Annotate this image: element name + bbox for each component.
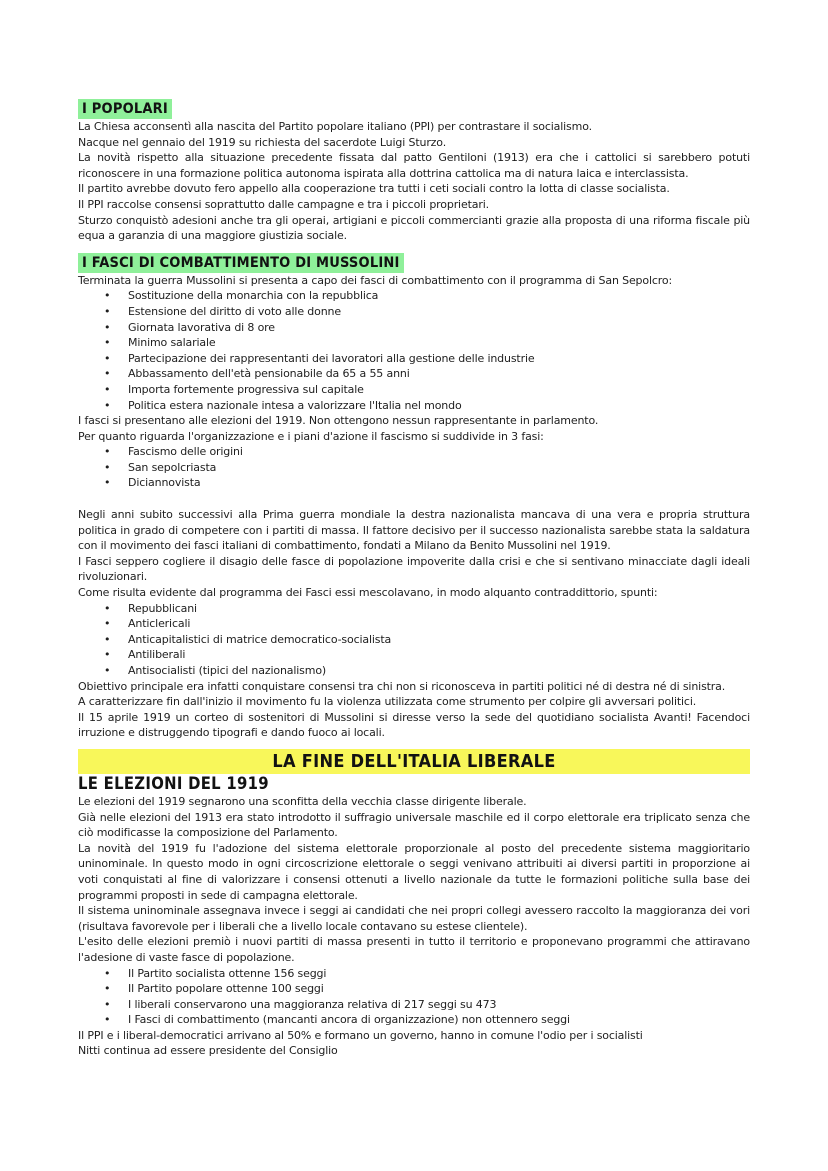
list-item: • Diciannovista — [128, 475, 750, 491]
list-item: • San sepolcriasta — [128, 460, 750, 476]
paragraph: A caratterizzare fin dall'inizio il movimento fu la violenza utilizzata come strumento per colpire gli avversari politici. — [78, 695, 697, 709]
paragraph: L'esito delle elezioni premiò i nuovi partiti di massa presenti in tutto il territorio e proponevano programmi che attiravano l'adesione di vaste fasce di popolazione. — [78, 935, 750, 964]
programma-list — [78, 288, 750, 413]
paragraph: Nitti continua ad essere presidente del Consiglio — [78, 1044, 338, 1058]
list-item: • I Fasci di combattimento (mancanti ancora di organizzazione) non ottennero seggi — [128, 1012, 750, 1028]
spacer — [78, 741, 750, 749]
paragraph: Il 15 aprile 1919 un corteo di sostenitori di Mussolini si diresse verso la sede del quotidiano socialista Avanti! Facendoci irruzione e distruggendo tipografi e dando fuoco ai locali. — [78, 710, 750, 740]
paragraph: La Chiesa acconsentì alla nascita del Partito popolare italiano (PPI) per contrastare il socialismo. — [78, 120, 592, 133]
section-title-popolari: I POPOLARI — [78, 99, 172, 119]
list-item: • Antisocialisti (tipici del nazionalismo) — [128, 663, 750, 679]
section-title-elezioni-1919: LE ELEZIONI DEL 1919 — [78, 773, 269, 793]
list-item: • Fascismo delle origini — [128, 444, 750, 460]
list-item: • Repubblicani — [128, 601, 750, 617]
list-item: • Abbassamento dell'età pensionabile da 65 a 55 anni — [128, 366, 750, 382]
fasi-list — [78, 444, 750, 491]
chapter-title-fine-italia-liberale: LA FINE DELL'ITALIA LIBERALE — [78, 749, 750, 774]
paragraph: Come risulta evidente dal programma dei Fasci essi mescolavano, in modo alquanto contraddittorio, spunti: — [78, 586, 658, 600]
list-item: • Minimo salariale — [128, 335, 750, 351]
paragraph: Già nelle elezioni del 1913 era stato introdotto il suffragio universale maschile ed il corpo elettorale era triplicato senza che ciò modificasse la composizione del Parlamento. — [78, 810, 750, 840]
paragraph: Il partito avrebbe dovuto fero appello alla cooperazione tra tutti i ceti sociali contro la lotta di classe socialista. — [78, 182, 670, 196]
paragraph: La novità del 1919 fu l'adozione del sistema elettorale proporzionale al posto del precedente sistema maggioritario uninominale. In questo modo in ogni circoscrizione elettorale o seggi venivano attribuiti ai diversi partiti in proporzione ai voti conquistati al fine di valorizzare i consensi ottenuti a livello nazionale da tutte le formazioni politiche sulla base dei programmi proposti in sede di campagna elettorale. — [78, 841, 750, 902]
spacer — [78, 491, 750, 507]
list-item: • Il Partito socialista ottenne 156 seggi — [128, 966, 750, 982]
paragraph: Per quanto riguarda l'organizzazione e i piani d'azione il fascismo si suddivide in 3 fasi: — [78, 429, 544, 443]
list-item: • Politica estera nazionale intesa a valorizzare l'Italia nel mondo — [128, 398, 750, 414]
paragraph: Il PPI raccolse consensi soprattutto dalle campagne e tra i piccoli proprietari. — [78, 197, 489, 211]
paragraph: Le elezioni del 1919 segnarono una sconfitta della vecchia classe dirigente liberale. — [78, 794, 527, 808]
paragraph: I fasci si presentano alle elezioni del 1919. Non ottengono nessun rappresentante in parlamento. — [78, 414, 599, 428]
risultati-list — [78, 966, 750, 1028]
list-item: • Giornata lavorativa di 8 ore — [128, 320, 750, 336]
paragraph: Il PPI e i liberal-democratici arrivano al 50% e formano un governo, hanno in comune l'odio per i socialisti — [78, 1028, 643, 1042]
list-item: • Anticapitalistici di matrice democratico-socialista — [128, 632, 750, 648]
list-item: • Partecipazione dei rappresentanti dei lavoratori alla gestione delle industrie — [128, 351, 750, 367]
paragraph: Nacque nel gennaio del 1919 su richiesta del sacerdote Luigi Sturzo. — [78, 135, 447, 149]
list-item: • Anticlericali — [128, 616, 750, 632]
list-item: • I liberali conservarono una maggioranza relativa di 217 seggi su 473 — [128, 997, 750, 1013]
spunti-list — [78, 601, 750, 679]
document-content — [78, 98, 750, 1059]
paragraph: Terminata la guerra Mussolini si presenta a capo dei fasci di combattimento con il programma di San Sepolcro: — [78, 273, 673, 287]
section-title-fasci: I FASCI DI COMBATTIMENTO DI MUSSOLINI — [78, 253, 404, 273]
list-item: • Antiliberali — [128, 647, 750, 663]
paragraph: Il sistema uninominale assegnava invece i seggi ai candidati che nei propri collegi avessero raccolto la maggioranza dei vori (risultava favorevole per i liberali che a livello locale contavano su estese clientele). — [78, 904, 750, 933]
paragraph: Obiettivo principale era infatti conquistare consensi tra chi non si riconosceva in partiti politici né di destra né di sinistra. — [78, 679, 726, 693]
paragraph: Sturzo conquistò adesioni anche tra gli operai, artigiani e piccoli commercianti grazie alla proposta di una riforma fiscale più equa a garanzia di una maggiore giustizia sociale. — [78, 213, 750, 243]
list-item: • Il Partito popolare ottenne 100 seggi — [128, 981, 750, 997]
spacer — [78, 244, 750, 252]
paragraph: Negli anni subito successivi alla Prima guerra mondiale la destra nazionalista mancava di una vera e propria struttura politica in grado di competere con i partiti di massa. Il fattore decisivo per il successo nazionalista sarebbe stata la saldatura con il movimento dei fasci italiani di combattimento, fondati a Milano da Benito Mussolini nel 1919. — [78, 508, 750, 553]
list-item: • Importa fortemente progressiva sul capitale — [128, 382, 750, 398]
paragraph: La novità rispetto alla situazione precedente fissata dal patto Gentiloni (1913) era che i cattolici si sarebbero potuti riconoscere in una formazione politica autonoma ispirata alla dottrina cattolica ma di natura laica e interclassista. — [78, 151, 750, 180]
list-item: • Sostituzione della monarchia con la repubblica — [128, 288, 750, 304]
paragraph: I Fasci seppero cogliere il disagio delle fasce di popolazione impoverite dalla crisi e che si sentivano minacciate dagli ideali rivoluzionari. — [78, 554, 750, 584]
list-item: • Estensione del diritto di voto alle donne — [128, 304, 750, 320]
